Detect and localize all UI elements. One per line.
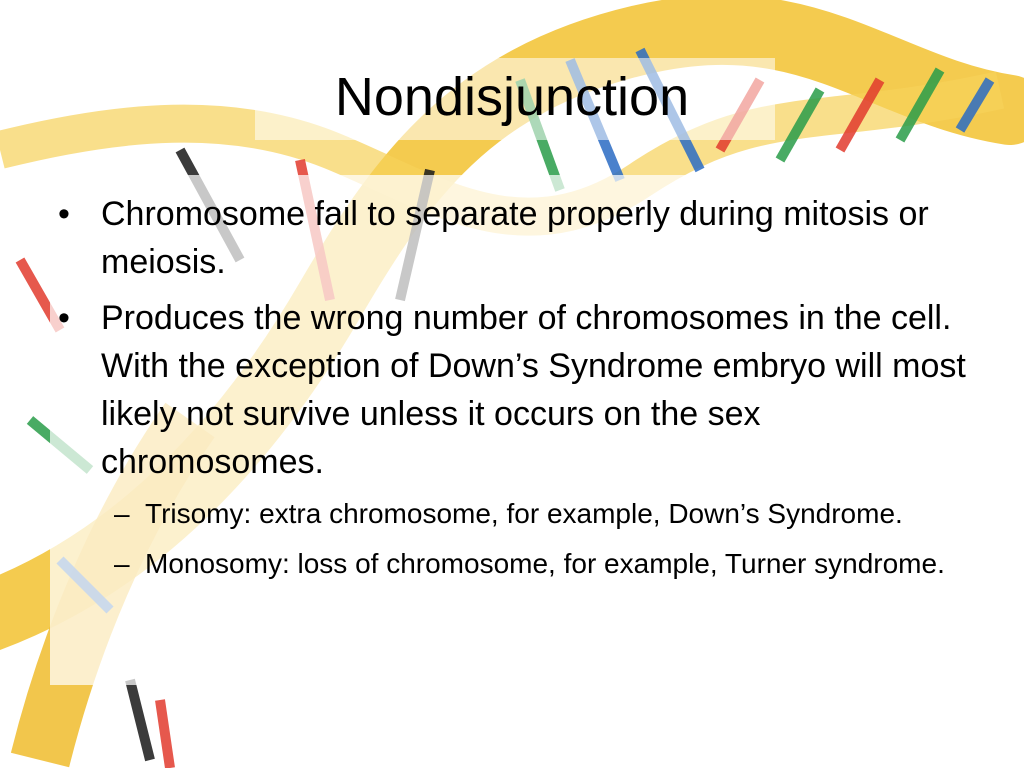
bullet-marker: • bbox=[58, 195, 70, 233]
bullet-item bbox=[58, 294, 978, 486]
sub-bullet-marker: – bbox=[114, 548, 130, 579]
bullet-item bbox=[58, 190, 978, 286]
sub-bullet-text: Monosomy: loss of chromosome, for example, Turner syndrome. bbox=[145, 548, 945, 579]
bullet-list bbox=[58, 190, 978, 594]
sub-bullet-text: Trisomy: extra chromosome, for example, Down’s Syndrome. bbox=[145, 498, 903, 529]
sub-bullet-item bbox=[58, 544, 978, 584]
bullet-marker: • bbox=[58, 299, 70, 337]
bullet-text: Produces the wrong number of chromosomes in the cell. With the exception of Down’s Syndrome embryo will most likely not survive unless it occurs on the sex chromosomes. bbox=[101, 299, 966, 481]
slide-title: Nondisjunction bbox=[334, 67, 690, 127]
bullet-text: Chromosome fail to separate properly during mitosis or meiosis. bbox=[101, 195, 929, 281]
sub-bullet-marker: – bbox=[114, 498, 130, 529]
sub-bullet-item bbox=[58, 494, 978, 534]
